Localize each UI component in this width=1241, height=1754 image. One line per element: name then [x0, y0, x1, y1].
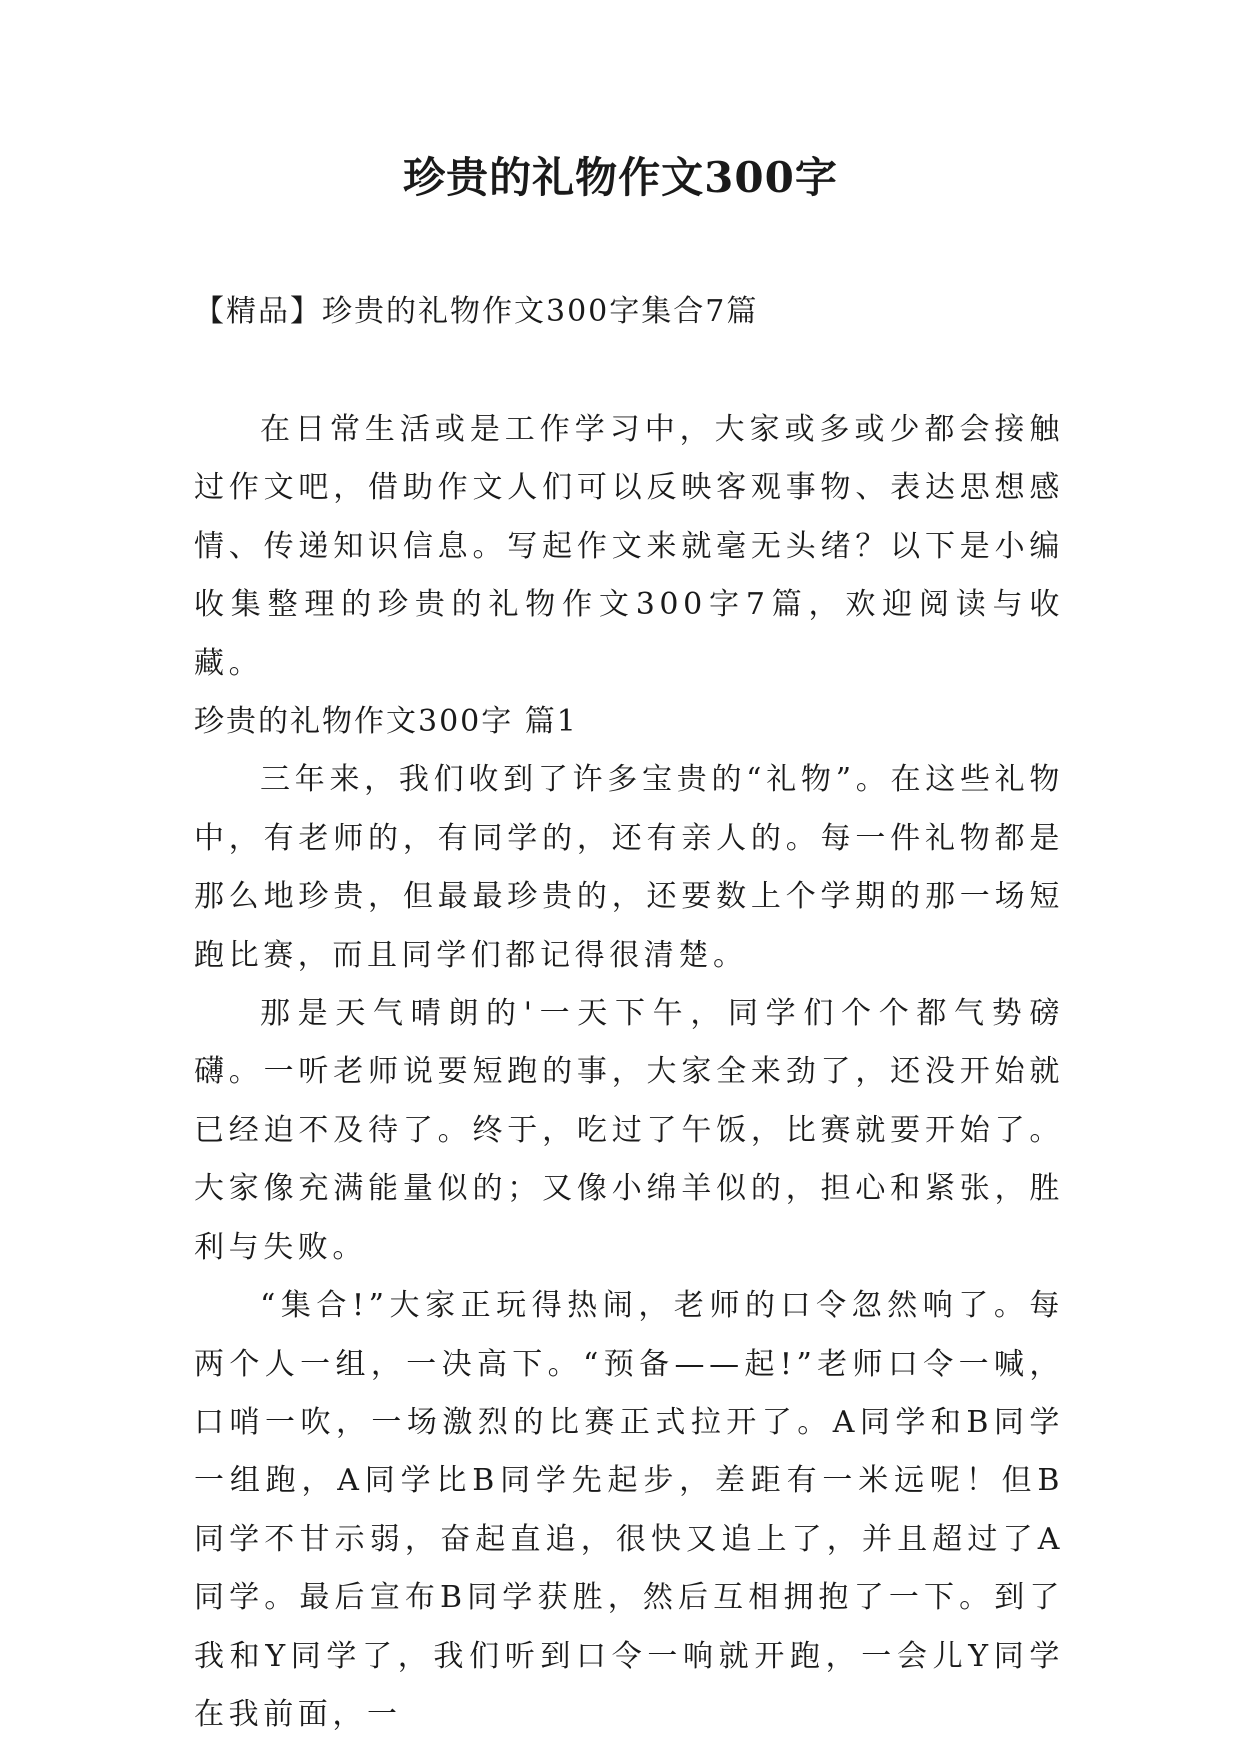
document-subtitle: 【精品】珍贵的礼物作文300字集合7篇 [194, 294, 759, 329]
body-paragraph-1: 三年来，我们收到了许多宝贵的“礼物”。在这些礼物中，有老师的，有同学的，还有亲人的。每一件礼物都是那么地珍贵，但最最珍贵的，还要数上个学期的那一场短跑比赛，而且同学们都记得很清楚。 [194, 762, 1064, 973]
body-paragraph-3: “集合!”大家正玩得热闹，老师的口令忽然响了。每两个人一组，一决高下。“预备——起!”老师口令一喊，口哨一吹，一场激烈的比赛正式拉开了。A同学和B同学一组跑，A同学比B同学先起步，差距有一米远呢！但B同学不甘示弱，奋起直追，很快又追上了，并且超过了A同学。最后宣布B同学获胜，然后互相拥抱了一下。到了我和Y同学了，我们听到口令一响就开跑，一会儿Y同学在我前面，一 [194, 1288, 1064, 1732]
intro-paragraph: 在日常生活或是工作学习中，大家或多或少都会接触过作文吧，借助作文人们可以反映客观事物、表达思想感情、传递知识信息。写起作文来就毫无头绪？以下是小编收集整理的珍贵的礼物作文300字7篇，欢迎阅读与收藏。 [194, 412, 1064, 681]
body-paragraph-2: 那是天气晴朗的'一天下午，同学们个个都气势磅礴。一听老师说要短跑的事，大家全来劲了，还没开始就已经迫不及待了。终于，吃过了午饭，比赛就要开始了。大家像充满能量似的；又像小绵羊似的，担心和紧张，胜利与失败。 [194, 996, 1064, 1265]
document-title: 珍贵的礼物作文300字 [403, 153, 838, 202]
section-heading: 珍贵的礼物作文300字 篇1 [194, 704, 578, 740]
document-body [194, 401, 1064, 1744]
